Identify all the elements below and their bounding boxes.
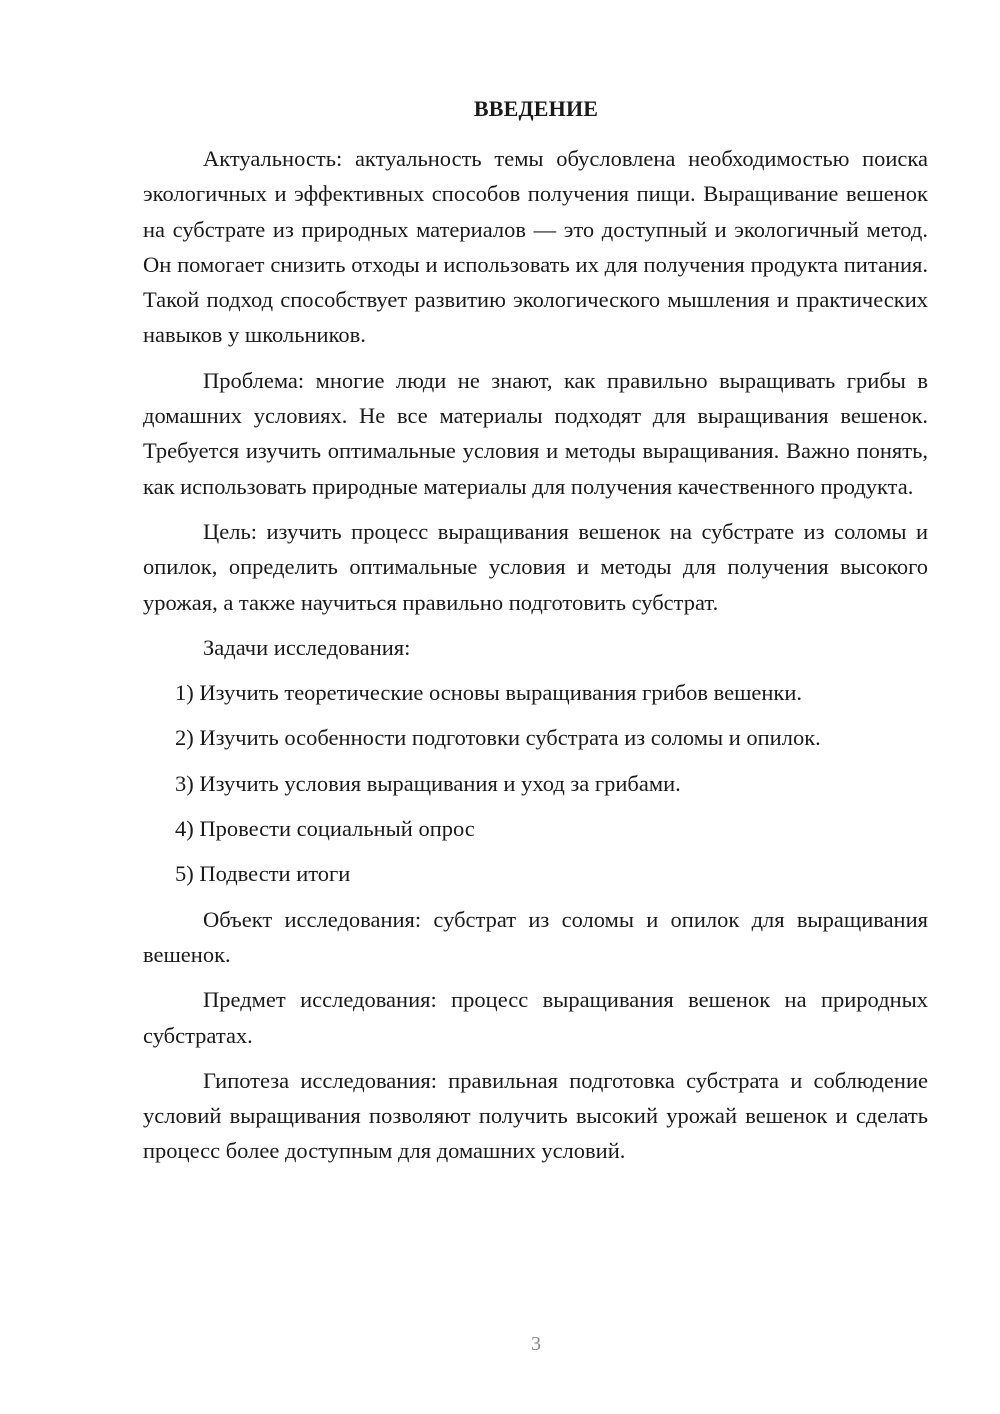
- task-item-1: 1) Изучить теоретические основы выращивания грибов вешенки.: [175, 680, 803, 706]
- task-item-2: 2) Изучить особенности подготовки субстрата из соломы и опилок.: [175, 725, 821, 751]
- paragraph-subject: Предмет исследования: процесс выращивания вешенок на природных субстратах.: [143, 987, 928, 1048]
- paragraph-object: Объект исследования: субстрат из соломы и опилок для выращивания вешенок.: [143, 906, 928, 967]
- page-number: 3: [531, 1333, 541, 1355]
- paragraph-problem: Проблема: многие люди не знают, как правильно выращивать грибы в домашних условиях. Не все материалы подходят для выращивания вешенок. Требуется изучить оптимальные условия и методы выращивания. Важно понять, как использовать природные материалы для получения качественного продукта.: [143, 367, 928, 499]
- paragraph-goal: Цель: изучить процесс выращивания вешенок на субстрате из соломы и опилок, определить оптимальные условия и методы для получения высокого урожая, а также научиться правильно подготовить субстрат.: [143, 518, 928, 615]
- task-item-4: 4) Провести социальный опрос: [175, 816, 475, 842]
- paragraph-relevance: Актуальность: актуальность темы обусловлена необходимостью поиска экологичных и эффективных способов получения пищи. Выращивание вешенок на субстрате из природных материалов — это доступный и экологичный метод. Он помогает снизить отходы и использовать их для получения продукта питания. Такой подход способствует развитию экологического мышления и практических навыков у школьников.: [143, 146, 928, 348]
- tasks-list: [143, 675, 928, 891]
- task-item-5: 5) Подвести итоги: [175, 861, 351, 887]
- page-title: ВВЕДЕНИЕ: [473, 96, 599, 121]
- paragraph-hypothesis: Гипотеза исследования: правильная подготовка субстрата и соблюдение условий выращивания позволяют получить высокий урожай вешенок и сделать процесс более доступным для домашних условий.: [143, 1067, 928, 1164]
- task-item-3: 3) Изучить условия выращивания и уход за грибами.: [175, 770, 681, 796]
- document-body: [143, 141, 928, 1179]
- tasks-heading: Задачи исследования:: [203, 634, 411, 660]
